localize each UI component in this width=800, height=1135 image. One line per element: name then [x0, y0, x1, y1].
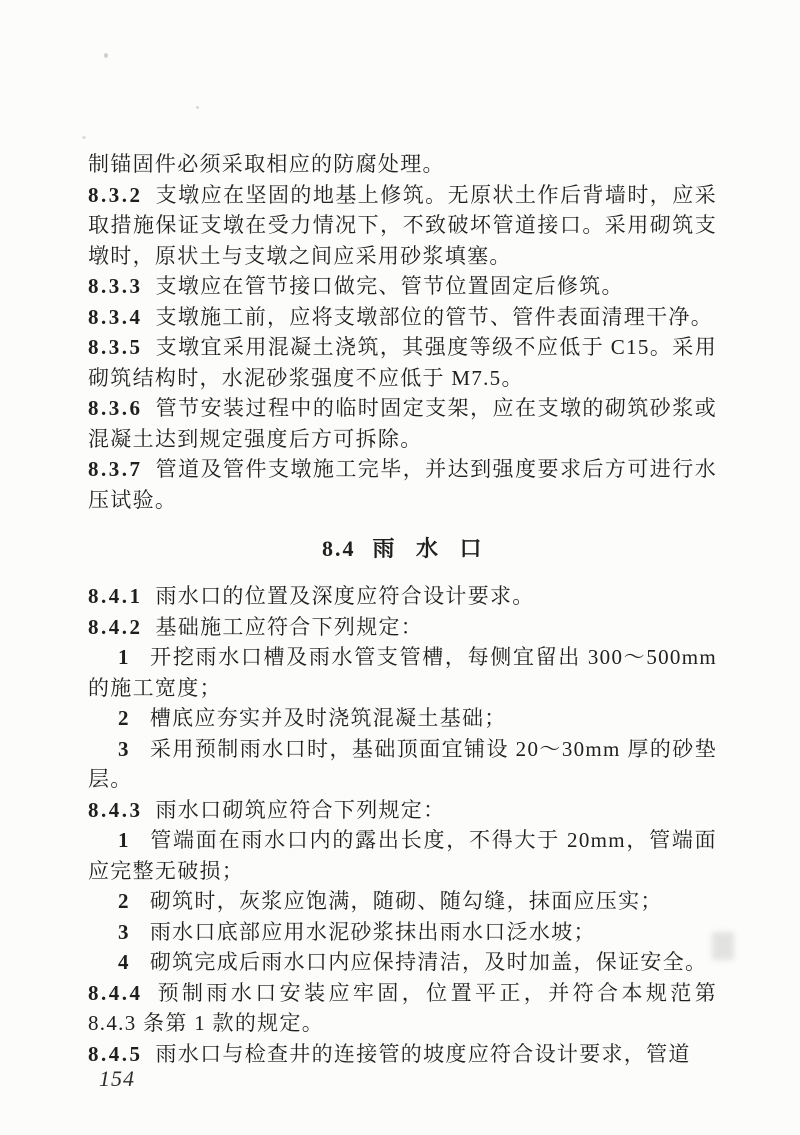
- item-text: 管端面在雨水口内的露出长度，不得大于 20mm，管端面应完整无破损；: [88, 828, 717, 883]
- item-text: 砌筑完成后雨水口内应保持清洁，及时加盖，保证安全。: [149, 950, 708, 974]
- clause-number: 8.3.6: [88, 396, 143, 420]
- section-heading-number: 8.4: [321, 536, 356, 561]
- clause-number: 8.3.3: [88, 274, 143, 298]
- clause-number: 8.3.4: [88, 304, 143, 329]
- clause-text: 管道及管件支墩施工完毕，并达到强度要求后方可进行水压试验。: [88, 457, 717, 512]
- clause-8-4-1: [88, 581, 717, 612]
- clause-text: 支墩宜采用混凝土浇筑，其强度等级不应低于 C15。采用砌筑结构时，水泥砂浆强度不应低于 M7.5。: [88, 335, 717, 390]
- clause-8-4-3-item-4: [88, 947, 717, 978]
- item-text: 砌筑时，灰浆应饱满，随砌、随勾缝，抹面应压实；: [149, 889, 663, 913]
- clause-text: 支墩施工前，应将支墩部位的管节、管件表面清理干净。: [155, 304, 713, 329]
- clause-text: 支墩应在管节接口做完、管节位置固定后修筑。: [155, 274, 624, 298]
- item-number: 3: [118, 736, 130, 761]
- section-heading-8-4: [88, 533, 717, 565]
- clause-number: 8.4.5: [88, 1041, 143, 1066]
- clause-8-3-6: [88, 393, 717, 454]
- item-number: 4: [118, 950, 130, 974]
- item-text: 槽底应夯实并及时浇筑混凝土基础；: [149, 706, 507, 730]
- item-text: 雨水口底部应用水泥砂浆抹出雨水口泛水坡；: [149, 919, 596, 944]
- clause-8-3-4: [88, 302, 717, 333]
- scan-smudge: [712, 932, 734, 960]
- clause-8-4-4: [88, 978, 717, 1039]
- clause-8-3-2: [88, 180, 717, 272]
- clause-number: 8.3.7: [88, 457, 143, 481]
- clause-8-3-7: [88, 454, 717, 515]
- clause-number: 8.4.1: [88, 584, 143, 608]
- paragraph-text: 制锚固件必须采取相应的防腐处理。: [88, 152, 445, 176]
- clause-8-4-3-item-2: [88, 886, 717, 917]
- item-number: 2: [118, 889, 130, 913]
- page-number: 154: [99, 1066, 135, 1091]
- item-number: 1: [118, 645, 130, 669]
- item-text: 采用预制雨水口时，基础顶面宜铺设 20～30mm 厚的砂垫层。: [88, 736, 717, 791]
- clause-text: 管节安装过程中的临时固定支架，应在支墩的砌筑砂浆或混凝土达到规定强度后方可拆除。: [88, 396, 717, 451]
- clause-number: 8.4.3: [88, 797, 143, 822]
- section-heading-title: 雨 水 口: [372, 536, 483, 561]
- scan-speck: [82, 136, 86, 139]
- clause-text: 预制雨水口安装应牢固，位置平正，并符合本规范第 8.4.3 条第 1 款的规定。: [88, 980, 717, 1035]
- clause-number: 8.4.2: [88, 614, 143, 639]
- item-number: 3: [118, 919, 130, 944]
- clause-8-4-5: [88, 1039, 717, 1070]
- clause-8-4-2: [88, 612, 717, 643]
- clause-text: 雨水口与检查井的连接管的坡度应符合设计要求，管道: [155, 1041, 691, 1066]
- item-number: 2: [118, 706, 130, 730]
- clause-text: 雨水口砌筑应符合下列规定：: [155, 797, 446, 822]
- item-number: 1: [118, 828, 130, 852]
- clause-text: 雨水口的位置及深度应符合设计要求。: [155, 584, 535, 608]
- clause-number: 8.3.2: [88, 182, 143, 207]
- page-content: [88, 149, 717, 1069]
- item-text: 开挖雨水口槽及雨水管支管槽，每侧宜留出 300～500mm 的施工宽度；: [88, 645, 717, 700]
- clause-text: 基础施工应符合下列规定：: [155, 614, 424, 639]
- scan-speck: [196, 106, 199, 109]
- paragraph-continuation: [88, 149, 717, 180]
- clause-number: 8.4.4: [88, 980, 143, 1005]
- clause-8-4-2-item-2: [88, 703, 717, 734]
- clause-8-4-3: [88, 795, 717, 826]
- clause-text: 支墩应在坚固的地基上修筑。无原状土作后背墙时，应采取措施保证支墩在受力情况下，不致破坏管道接口。采用砌筑支墩时，原状土与支墩之间应采用砂浆填塞。: [88, 182, 717, 268]
- clause-8-3-5: [88, 332, 717, 393]
- clause-8-4-2-item-1: [88, 642, 717, 703]
- clause-8-3-3: [88, 271, 717, 302]
- clause-8-4-3-item-1: [88, 825, 717, 886]
- clause-8-4-2-item-3: [88, 734, 717, 795]
- clause-8-4-3-item-3: [88, 917, 717, 948]
- clause-number: 8.3.5: [88, 335, 143, 359]
- scan-speck: [104, 53, 108, 58]
